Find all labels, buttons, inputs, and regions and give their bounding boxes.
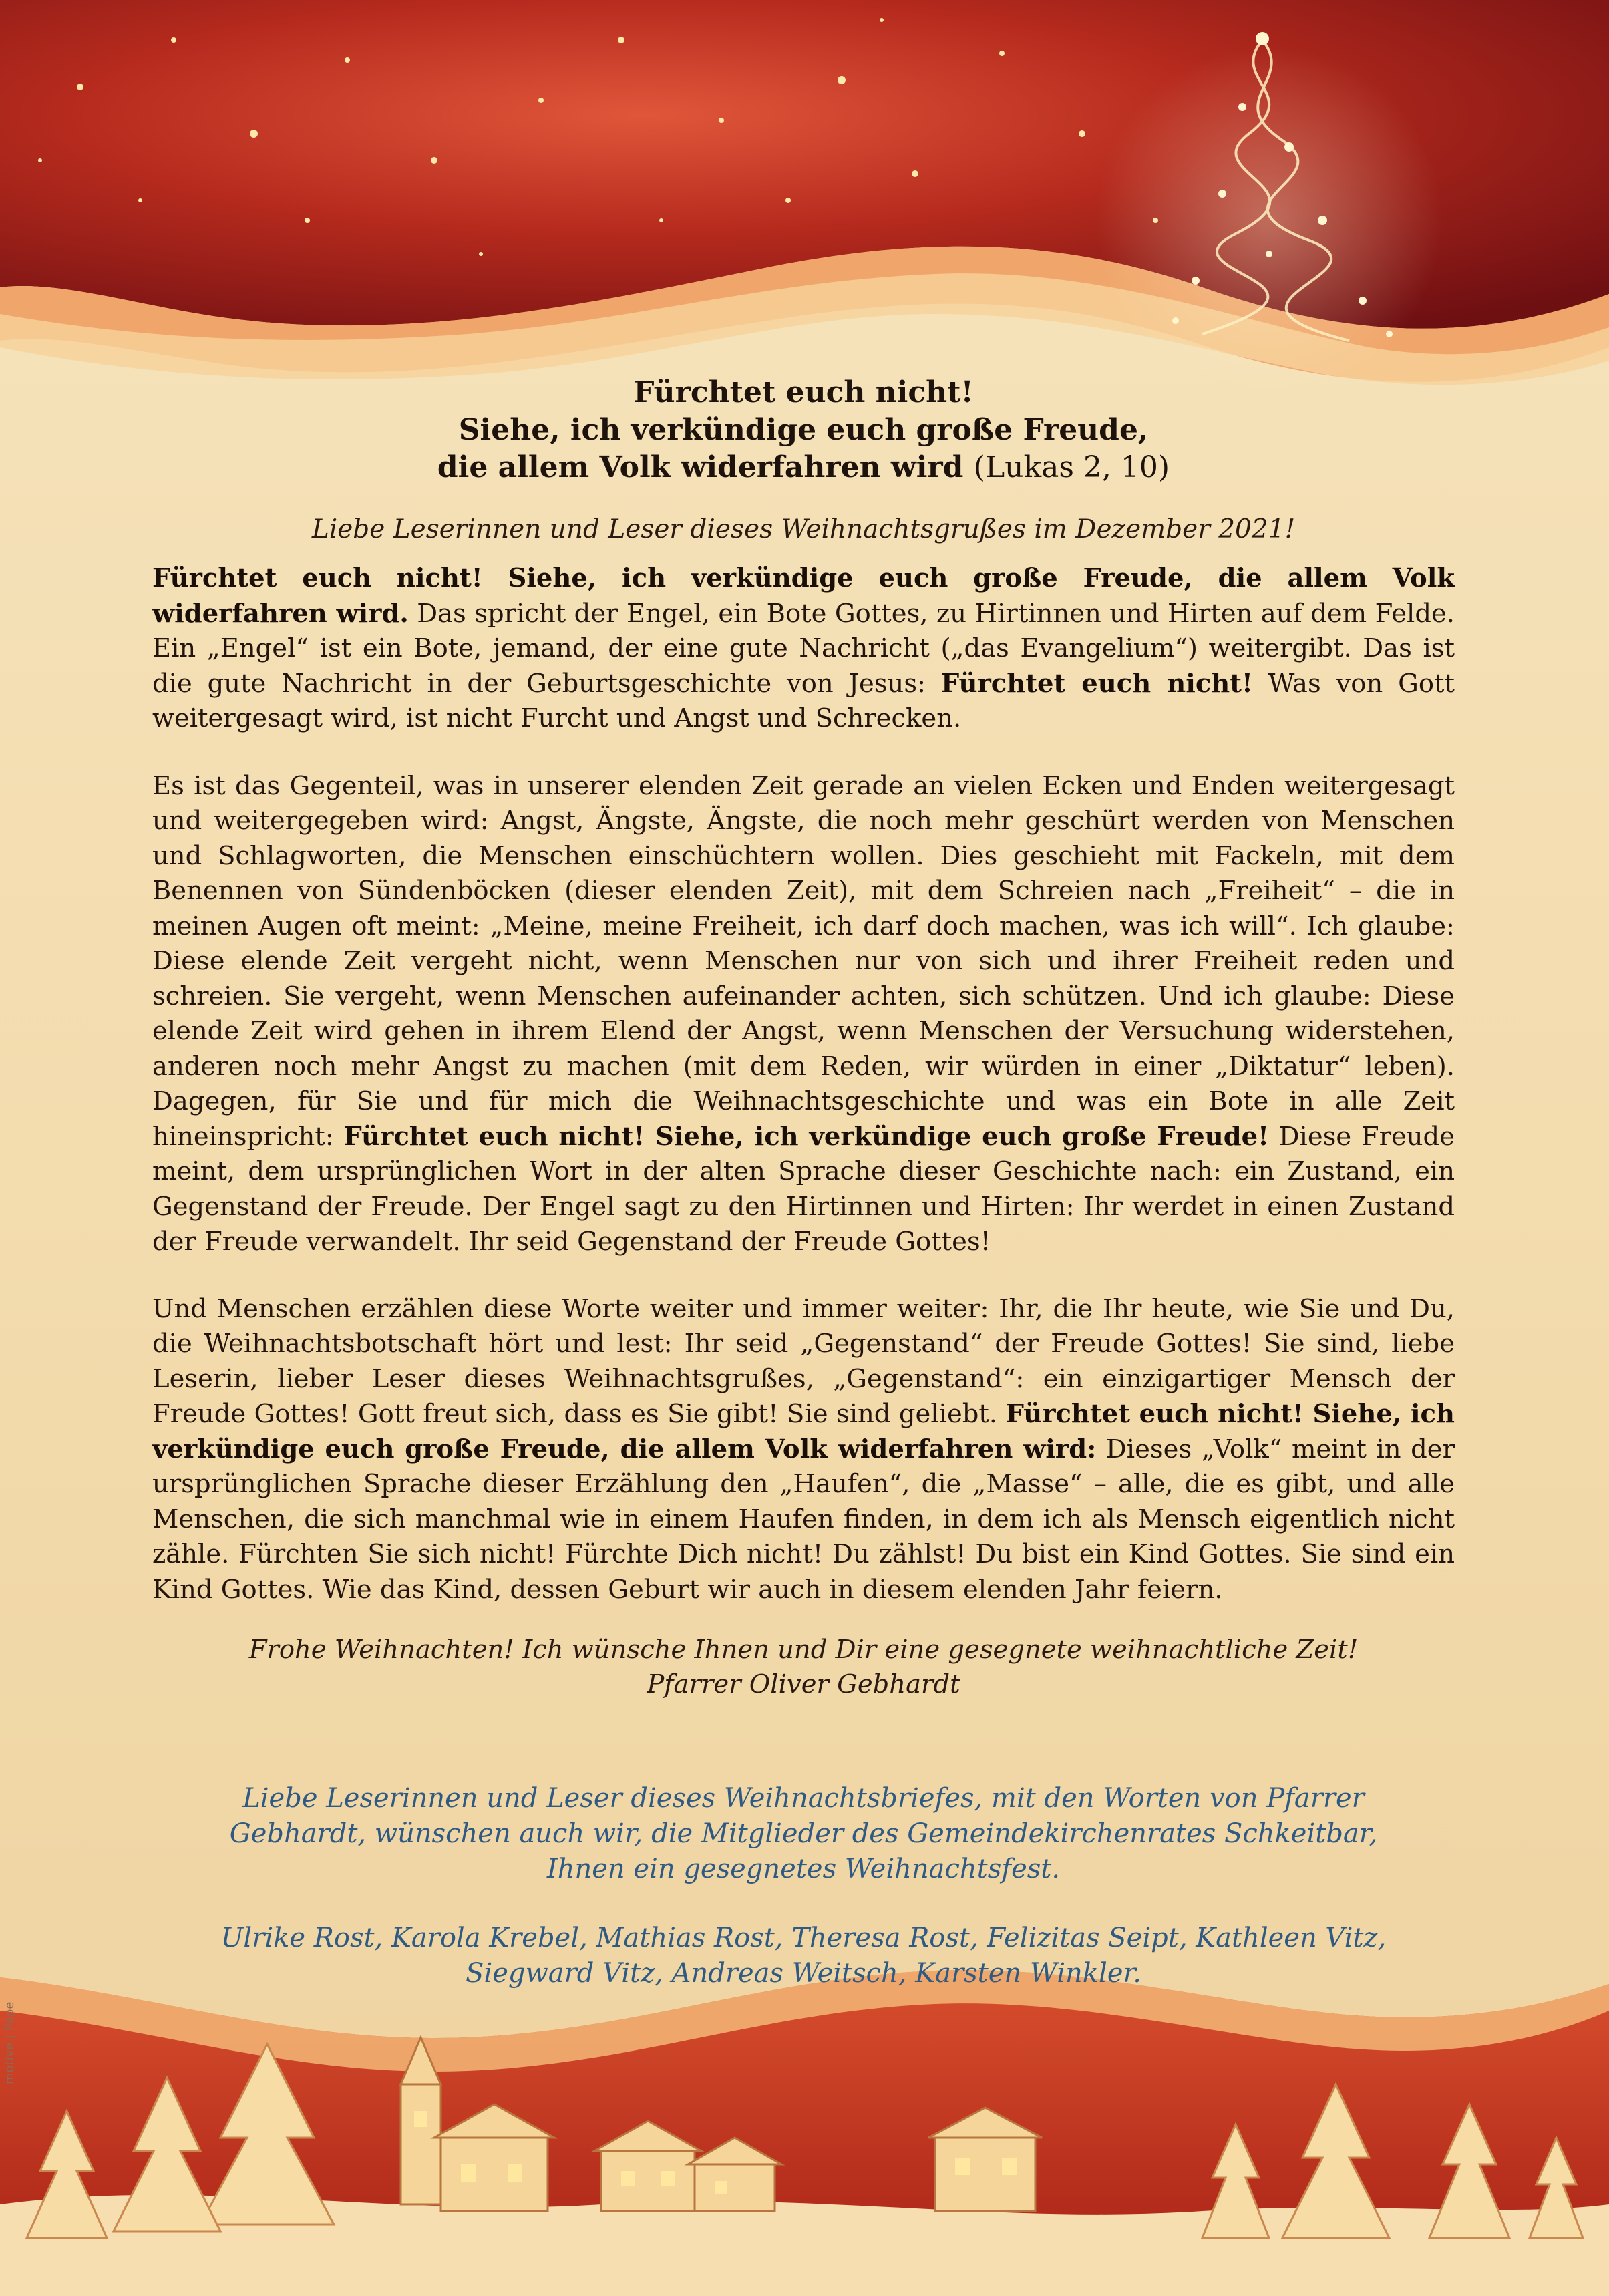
kirchenrat-greeting [152, 1781, 1455, 1887]
paragraph-2-bold: Fürchtet euch nicht! Siehe, ich verkündige euch große Freude! [343, 1121, 1270, 1152]
title-reference: (Lukas 2, 10) [973, 450, 1170, 484]
paragraph-1 [152, 561, 1455, 737]
greeting: Liebe Leserinnen und Leser dieses Weihnachtsgrußes im Dezember 2021! [311, 514, 1296, 544]
kirchenrat-line-2: Gebhardt, wünschen auch wir, die Mitglieder des Gemeindekirchenrates Schkeitbar, [229, 1818, 1378, 1849]
paragraph-3-text-b: Dieses „Volk“ meint in der ursprünglichen Sprache dieser Erzählung den „Haufen“, die „Masse“ – alle, die es gibt, und alle Menschen, die sich manchmal wie in einem Haufen finden, in dem ich als Mensch eigentlich nicht zähle. Fürchten Sie sich nicht! Fürchte Dich nicht! Du zählst! Du bist ein Kind Gottes. Sie sind ein Kind Gottes. Wie das Kind, dessen Geburt wir auch in diesem elenden Jahr feiern. [152, 1434, 1455, 1605]
paragraph-2-text-a: Es ist das Gegenteil, was in unserer elenden Zeit gerade an vielen Ecken und Enden weitergesagt und weitergegeben wird: Angst, Ängste, Ängste, die noch mehr geschürt werden von Menschen und Schlagworten, die Menschen einschüchtern wollen. Dies geschieht mit Fackeln, mit dem Benennen von Sündenböcken (dieser elenden Zeit), mit dem Schreien nach „Freiheit“ – die in meinen Augen oft meint: „Meine, meine Freiheit, ich darf doch machen, was ich will“. Ich glaube: Diese elende Zeit vergeht nicht, wenn Menschen nur von sich und ihrer Freiheit reden und schreien. Sie vergeht, wenn Menschen aufeinander achten, sich schützen. Und ich glaube: Diese elende Zeit wird gehen in ihrem Elend der Angst, wenn Menschen der Versuchung widerstehen, anderen noch mehr Angst zu machen (mit dem Reden, wir würden in einer „Diktatur“ leben). Dagegen, für Sie und für mich die Weihnachtsgeschichte und was ein Bote in alle Zeit hineinspricht: [152, 770, 1455, 1152]
members-line-1: Ulrike Rost, Karola Krebel, Mathias Rost, Theresa Rost, Felizitas Seipt, Kathleen Vitz, [220, 1923, 1387, 1953]
title-line-2: Siehe, ich verkündige euch große Freude, [458, 413, 1149, 447]
closing-wish: Frohe Weihnachten! Ich wünsche Ihnen und Dir eine gesegnete weihnachtliche Zeit! [248, 1635, 1359, 1665]
letter-content [152, 374, 1455, 1991]
letter-title [152, 374, 1455, 486]
paragraph-3-text-a: Und Menschen erzählen diese Worte weiter und immer weiter: Ihr, die Ihr heute, wie Sie und Du, die Weihnachtsbotschaft hört und lest: Ihr seid „Gegenstand“ der Freude Gottes! Sie sind, liebe Leserin, lieber Leser dieses Weihnachtsgrußes, „Gegenstand“: ein einzigartiger Mensch der Freude Gottes! Gott freut sich, dass es Sie gibt! Sie sind geliebt. [152, 1293, 1455, 1429]
paragraph-2 [152, 769, 1455, 1260]
title-line-3: die allem Volk widerfahren wird [437, 450, 964, 484]
signature: Pfarrer Oliver Gebhardt [647, 1669, 960, 1699]
closing [152, 1633, 1455, 1702]
title-line-1: Fürchtet euch nicht! [633, 375, 974, 409]
kirchenrat-line-1: Liebe Leserinnen und Leser dieses Weihnachtsbriefes, mit den Worten von Pfarrer [242, 1783, 1365, 1814]
paragraph-1-text-b: Was von Gott weitergesagt wird, ist nicht Furcht und Angst und Schrecken. [152, 668, 1455, 733]
members-line-2: Siegward Vitz, Andreas Weitsch, Karsten Winkler. [466, 1958, 1141, 1989]
kirchenrat-line-3: Ihnen ein gesegnetes Weihnachtsfest. [546, 1854, 1061, 1884]
paragraph-1-bold-mid: Fürchtet euch nicht! [940, 668, 1253, 699]
paragraph-3 [152, 1292, 1455, 1608]
paragraph-3-bold: Fürchtet euch nicht! Siehe, ich verkündige euch große Freude, die allem Volk widerfahren wird: [152, 1399, 1455, 1464]
paragraph-1-bold-intro: Fürchtet euch nicht! Siehe, ich verkündige euch große Freude, die allem Volk widerfahren wird. [152, 563, 1455, 629]
paragraph-2-text-b: Diese Freude meint, dem ursprünglichen Wort in der alten Sprache dieser Geschichte nach: ein Zustand, ein Gegenstand der Freude. Der Engel sagt zu den Hirtinnen und Hirten: Ihr werdet in einen Zustand der Freude verwandelt. Ihr seid Gegenstand der Freude Gottes! [152, 1121, 1455, 1257]
printer-mark: motive | Pape [3, 2001, 17, 2084]
members-list [152, 1921, 1455, 1991]
paragraph-1-text-a: Das spricht der Engel, ein Bote Gottes, zu Hirtinnen und Hirten auf dem Felde. Ein „Engel“ ist ein Bote, jemand, der eine gute Nachricht („das Evangelium“) weitergibt. Das ist die gute Nachricht in der Geburtsgeschichte von Jesus: [152, 598, 1455, 699]
